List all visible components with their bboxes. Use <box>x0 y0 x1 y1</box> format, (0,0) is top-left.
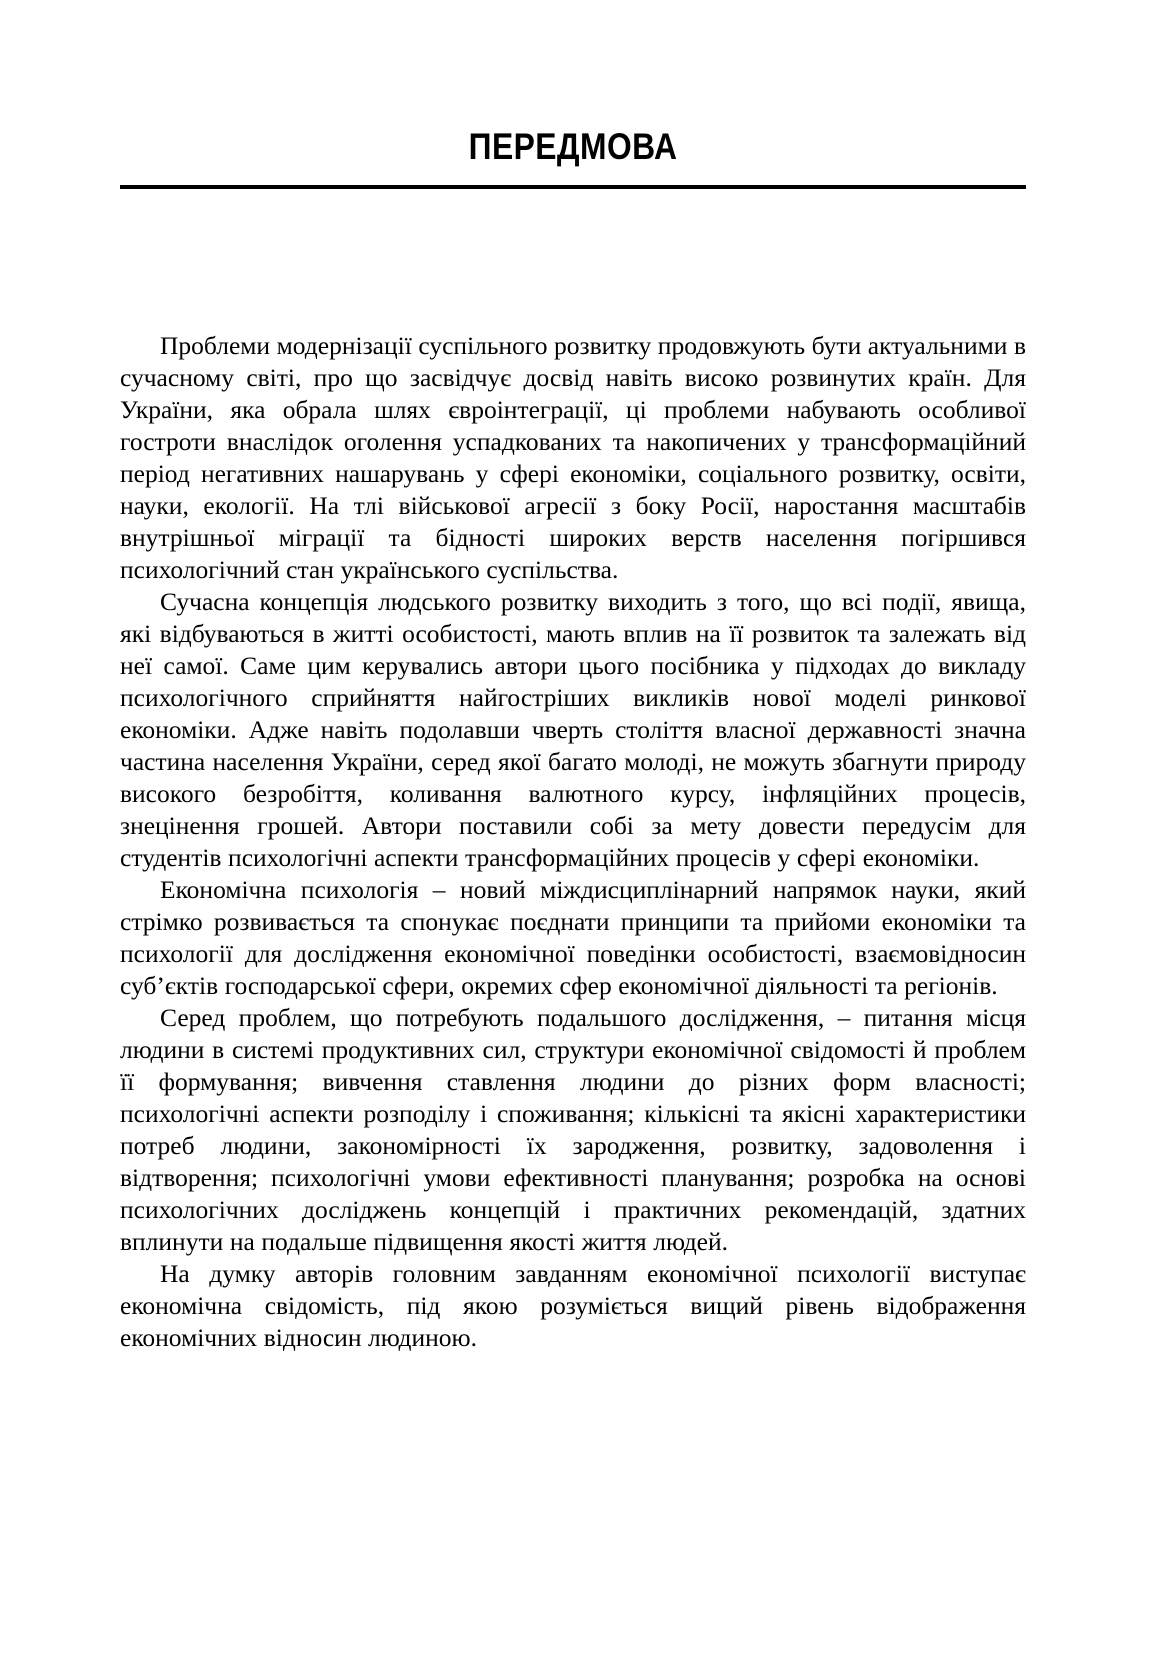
paragraph-3: Економічна психологія – новий міждисциплінарний напрямок науки, який стрімко розвивається та спонукає поєднати принципи та прийоми економіки та психології для дослідження економічної поведінки особистості, взаємовідносин суб’єктів господарської сфери, окремих сфер економічної діяльності та регіонів. <box>120 875 1026 1000</box>
paragraph-5: На думку авторів головним завданням економічної психології виступає економічна свідомість, під якою розуміється вищий рівень відображення економічних відносин людиною. <box>120 1259 1026 1352</box>
page-title: ПЕРЕДМОВА <box>468 126 678 167</box>
title-divider-rule <box>120 185 1026 189</box>
body-text <box>120 330 1026 1354</box>
paragraph-1: Проблеми модернізації суспільного розвитку продовжують бути актуальними в сучасному світі, про що засвідчує досвід навіть високо розвинутих країн. Для України, яка обрала шлях євроінтеграції, ці проблеми набувають особливої гостроти внаслідок оголення успадкованих та накопичених у трансформаційний період негативних нашарувань у сфері економіки, соціального розвитку, освіти, науки, екології. На тлі військової агресії з боку Росії, наростання масштабів внутрішньої міграції та бідності широких верств населення погіршився психологічний стан українського суспільства. <box>120 331 1026 584</box>
paragraph-2: Сучасна концепція людського розвитку виходить з того, що всі події, явища, які відбуваються в житті особистості, мають вплив на її розвиток та залежать від неї самої. Саме цим керувались автори цього посібника у підходах до викладу психологічного сприйняття найгостріших викликів нової моделі ринкової економіки. Адже навіть подолавши чверть століття власної державності значна частина населення України, серед якої багато молоді, не можуть збагнути природу високого безробіття, коливання валютного курсу, інфляційних процесів, знецінення грошей. Автори поставили собі за мету довести передусім для студентів психологічні аспекти трансформаційних процесів у сфері економіки. <box>120 587 1026 872</box>
paragraph-4: Серед проблем, що потребують подальшого дослідження, – питання місця людини в системі продуктивних сил, структури економічної свідомості й проблем її формування; вивчення ставлення людини до різних форм власності; психологічні аспекти розподілу і споживання; кількісні та якісні характеристики потреб людини, закономірності їх зародження, розвитку, задоволення і відтворення; психологічні умови ефективності планування; розробка на основі психологічних досліджень концепцій і практичних рекомендацій, здатних вплинути на подальше підвищення якості життя людей. <box>120 1003 1026 1256</box>
page-header <box>120 128 1026 189</box>
